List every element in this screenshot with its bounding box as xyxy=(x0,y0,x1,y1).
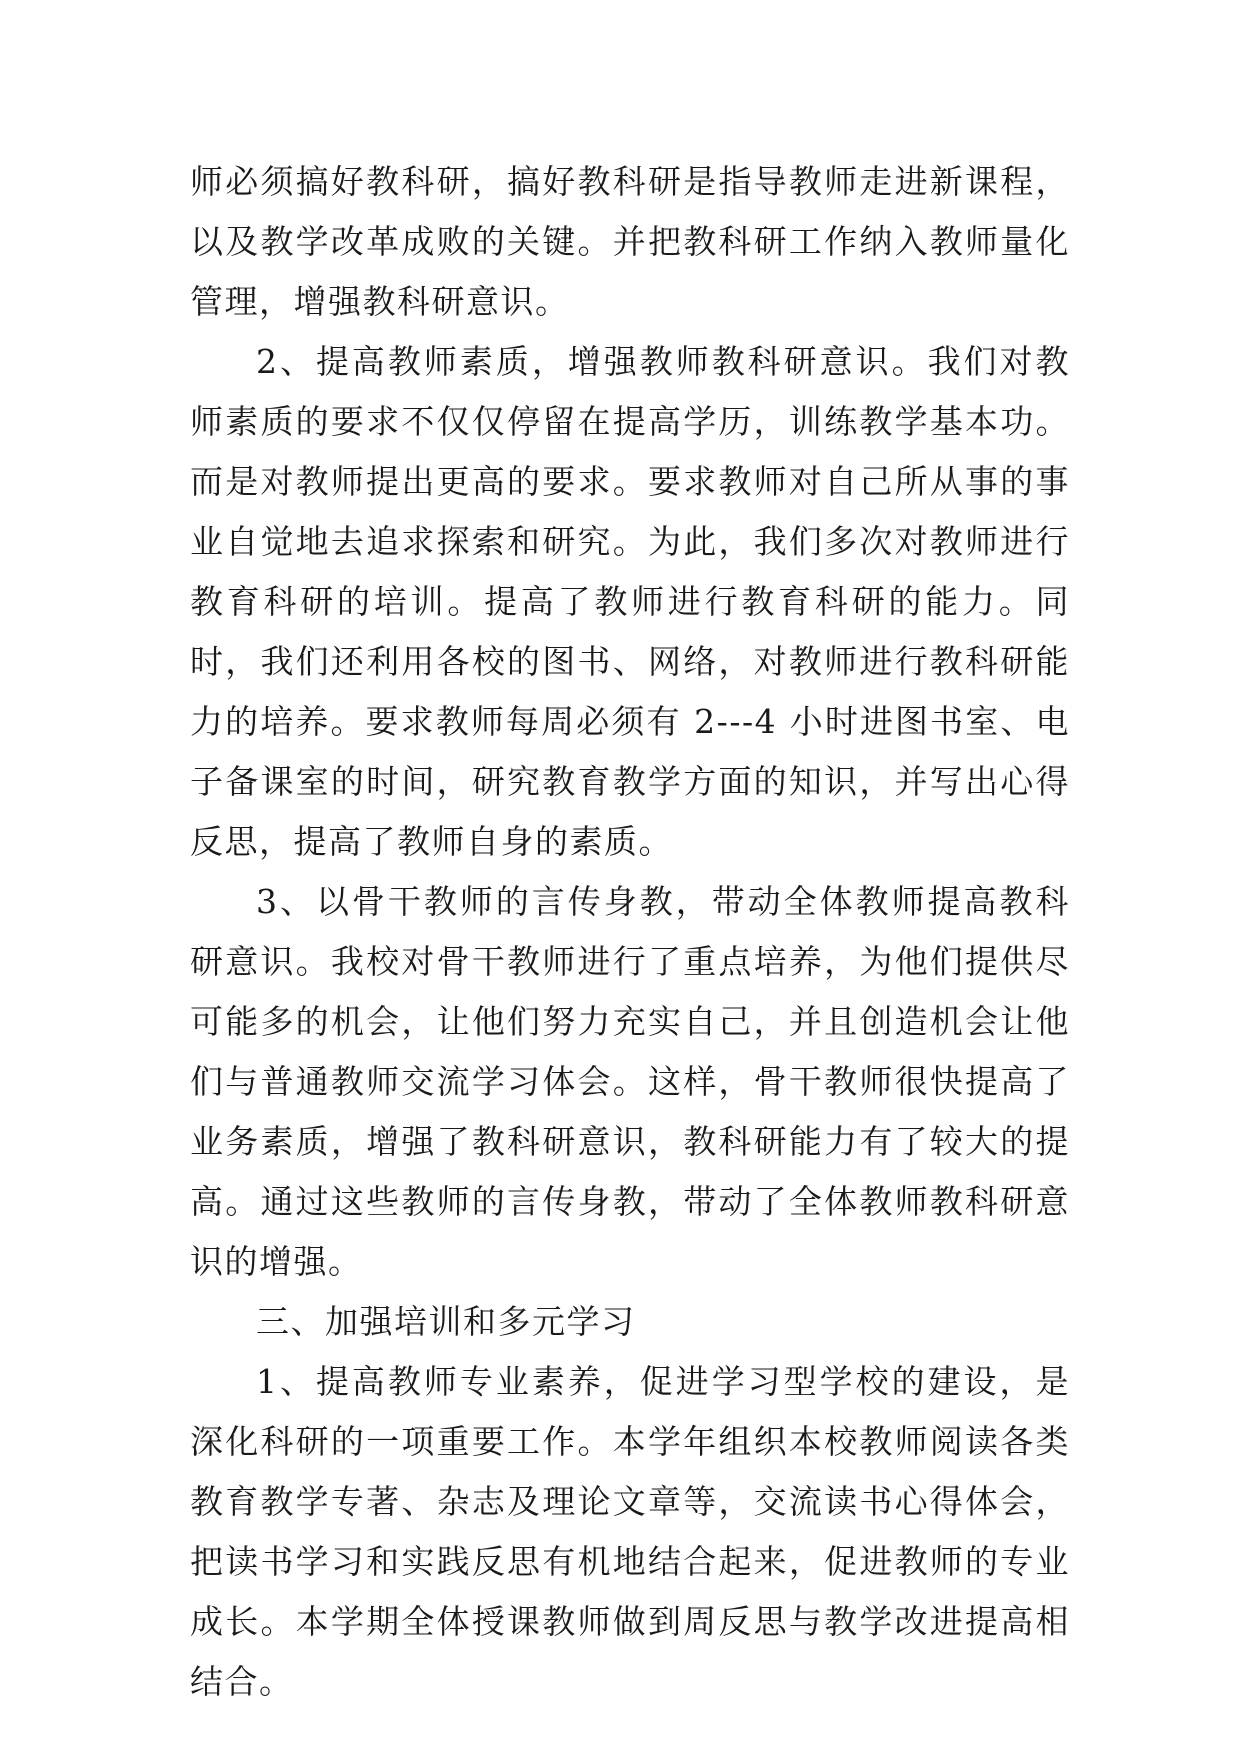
paragraph-professional-literacy: 1、提高教师专业素养，促进学习型学校的建设，是深化科研的一项重要工作。本学年组织本校教师阅读各类教育教学专著、杂志及理论文章等，交流读书心得体会，把读书学习和实践反思有机地结合起来，促进教师的专业成长。本学期全体授课教师做到周反思与教学改进提高相结合。 xyxy=(190,1362,1070,1701)
paragraph-continuation: 师必须搞好教科研，搞好教科研是指导教师走进新课程，以及教学改革成败的关键。并把教科研工作纳入教师量化管理，增强教科研意识。 xyxy=(190,162,1070,321)
paragraph-teacher-quality: 2、提高教师素质，增强教师教科研意识。我们对教师素质的要求不仅仅停留在提高学历，训练教学基本功。而是对教师提出更高的要求。要求教师对自己所从事的事业自觉地去追求探索和研究。为此，我们多次对教师进行教育科研的培训。提高了教师进行教育科研的能力。同时，我们还利用各校的图书、网络，对教师进行教科研能力的培养。要求教师每周必须有 2---4 小时进图书室、电子备课室的时间，研究教育教学方面的知识，并写出心得反思，提高了教师自身的素质。 xyxy=(190,342,1070,861)
section-heading-training: 三、加强培训和多元学习 xyxy=(256,1302,636,1341)
paragraph-backbone-teachers: 3、以骨干教师的言传身教，带动全体教师提高教科研意识。我校对骨干教师进行了重点培养，为他们提供尽可能多的机会，让他们努力充实自己，并且创造机会让他们与普通教师交流学习体会。这样，骨干教师很快提高了业务素质，增强了教科研意识，教科研能力有了较大的提高。通过这些教师的言传身教，带动了全体教师教科研意识的增强。 xyxy=(190,882,1070,1281)
document-body xyxy=(190,152,1070,1712)
